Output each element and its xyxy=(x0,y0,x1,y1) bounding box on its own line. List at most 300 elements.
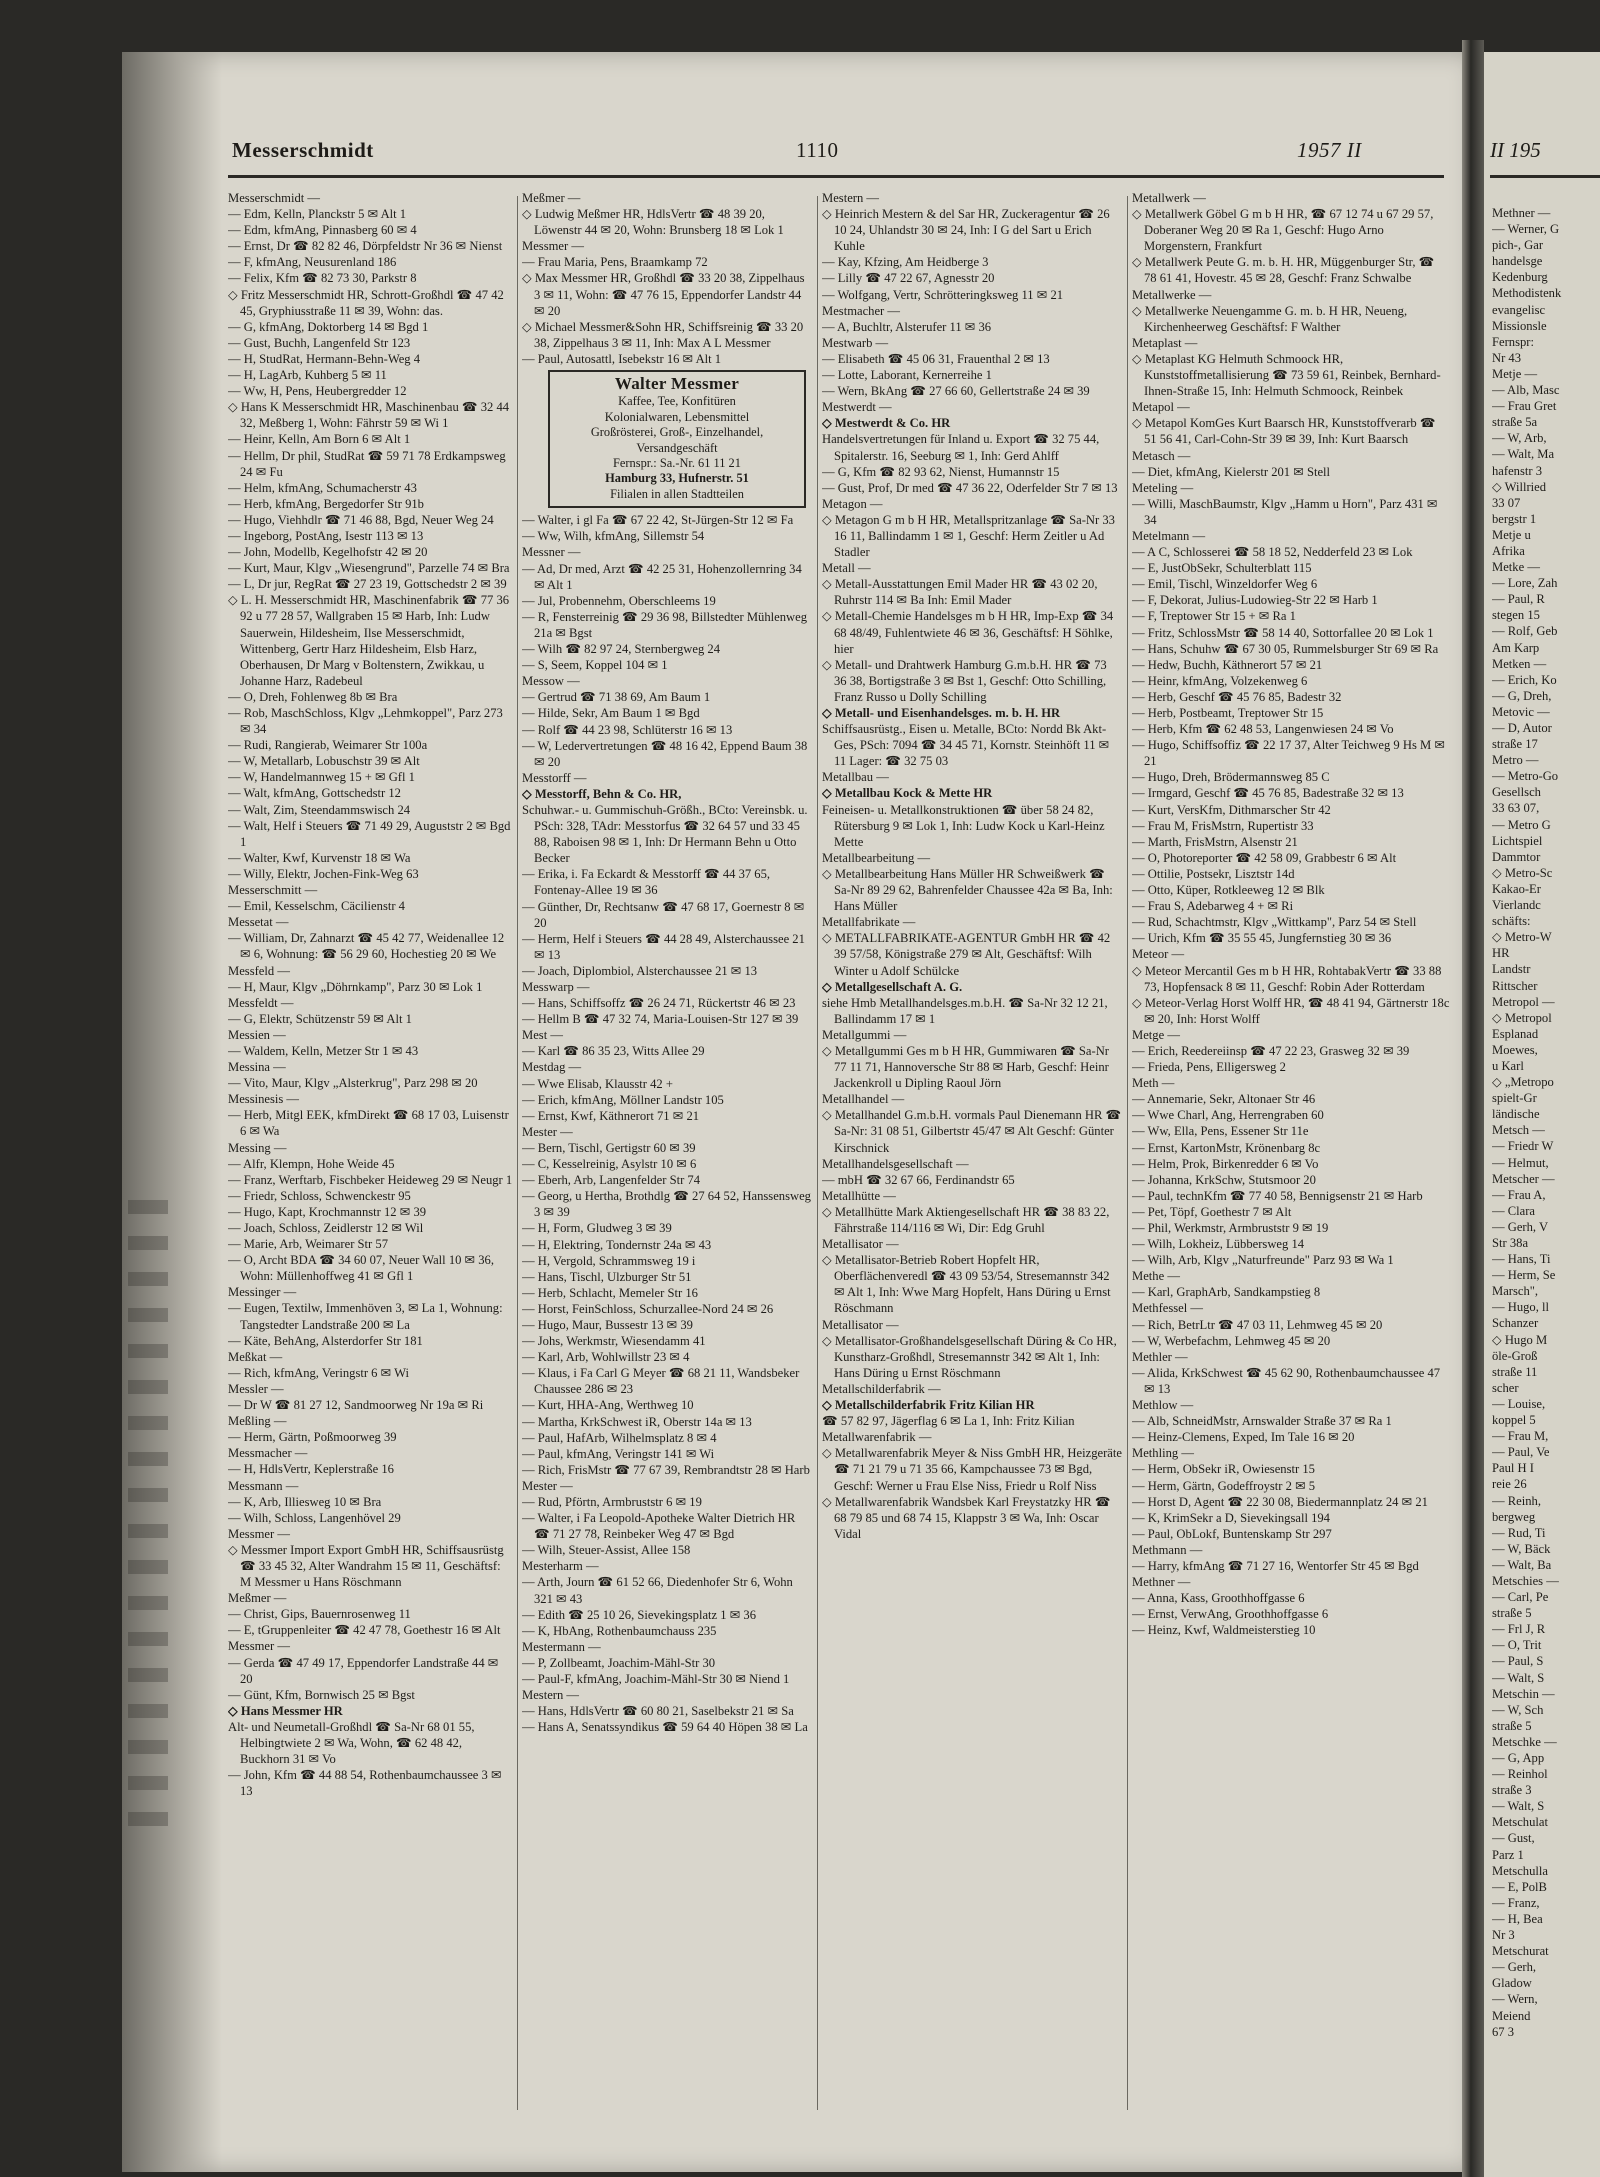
directory-entry: — Hugo, Schiffsoffiz ☎ 22 17 37, Alter Teichweg 9 Hs M ✉ 21 xyxy=(1132,738,1445,769)
directory-entry: — Georg, u Hertha, Brothdlg ☎ 27 64 52, Hanssensweg 3 ✉ 39 xyxy=(522,1189,811,1220)
directory-entry-fragment: — Louise, xyxy=(1492,1396,1546,1411)
directory-entry: — Waldem, Kelln, Metzer Str 1 ✉ 43 xyxy=(228,1043,419,1058)
directory-entry: — Hellm B ☎ 47 32 74, Maria-Louisen-Str 127 ✉ 39 xyxy=(522,1012,799,1027)
directory-entry-fragment: — Hugo, ll xyxy=(1492,1300,1550,1315)
directory-entry: — Karl, GraphArb, Sandkampstieg 8 xyxy=(1132,1285,1321,1300)
directory-entry: — Rud, Schachtmstr, Klgv „Wittkamp", Parz 54 ✉ Stell xyxy=(1132,915,1417,930)
directory-entry-fragment: Meiend xyxy=(1492,2008,1531,2023)
directory-entry: — Heinr, Kelln, Am Born 6 ✉ Alt 1 xyxy=(228,432,411,447)
ad-line: Kaffee, Tee, Konfitüren xyxy=(618,394,736,409)
directory-entry: ◇ Max Messmer HR, Großhdl ☎ 33 20 38, Zippelhaus 3 ✉ 11, Wohn: ☎ 47 76 15, Eppendorfer Landstr 44 ✉ 20 xyxy=(522,271,805,318)
directory-entry-fragment: — Gerh, xyxy=(1492,1960,1537,1975)
surname-heading: Messtorff — xyxy=(522,770,587,785)
directory-entry: — E, JustObSekr, Schulterblatt 115 xyxy=(1132,561,1312,576)
directory-entry-fragment: straße 5 xyxy=(1492,1606,1532,1621)
surname-heading: Metge — xyxy=(1132,1027,1180,1042)
directory-entry-fragment: — Reinh, xyxy=(1492,1493,1541,1508)
book-gutter xyxy=(1462,40,1484,2177)
directory-entry: — Karl, Arb, Wohlwillstr 23 ✉ 4 xyxy=(522,1350,690,1365)
directory-entry: — Herb, Geschf ☎ 45 76 85, Badestr 32 xyxy=(1132,689,1342,704)
directory-entry: — Erich, Reedereiinsp ☎ 47 22 23, Grasweg 32 ✉ 39 xyxy=(1132,1043,1410,1058)
directory-entry-fragment: u Karl xyxy=(1492,1058,1524,1073)
directory-entry-fragment: — Frau Gret xyxy=(1492,399,1557,414)
directory-entry-fragment: schäfts: xyxy=(1492,914,1531,929)
directory-entry: — Hedw, Buchh, Käthnerort 57 ✉ 21 xyxy=(1132,657,1323,672)
directory-entry: — Annemarie, Sekr, Altonaer Str 46 xyxy=(1132,1092,1316,1107)
directory-entry: — Joach, Diplombiol, Alsterchaussee 21 ✉ 13 xyxy=(522,963,758,978)
surname-heading: Metallschilderfabrik — xyxy=(822,1381,941,1396)
directory-entry: — Paul, technKfm ☎ 77 40 58, Bennigsenstr 21 ✉ Harb xyxy=(1132,1188,1423,1203)
directory-entry: ◇ Metallwerke Neuengamme G. m. b. H HR, Neueng, Kirchenheerweg Geschäftsf: F Walther xyxy=(1132,303,1408,334)
directory-entry: — Harry, kfmAng ☎ 71 27 16, Wentorfer Str 45 ✉ Bgd xyxy=(1132,1558,1419,1573)
right-page-header: II 195 xyxy=(1490,138,1541,162)
directory-entry: — R, Fensterreinig ☎ 29 36 98, Billstedter Mühlenweg 21a ✉ Bgst xyxy=(522,609,808,640)
directory-entry: — Heinz-Clemens, Exped, Im Tale 16 ✉ 20 xyxy=(1132,1430,1355,1445)
directory-entry: — P, Zollbeamt, Joachim-Mähl-Str 30 xyxy=(522,1655,716,1670)
surname-heading: Mesterharm — xyxy=(522,1559,599,1574)
directory-entry: ◇ Messmer Import Export GmbH HR, Schiffsausrüstg ☎ 33 45 32, Alter Wandrahm 15 ✉ 11, Geschäftsf: M Messmer u Hans Röschmann xyxy=(228,1542,504,1590)
surname-heading: Metelmann — xyxy=(1132,528,1206,543)
directory-entry: ◇ Metallwerk Göbel G m b H HR, ☎ 67 12 74 u 67 29 57, Doberaner Weg 20 ✉ Ra 1, Geschf: Hugo Arno Morgenstern, Frankfurt xyxy=(1132,207,1434,254)
directory-entry: — Paul, Autosattl, Isebekstr 16 ✉ Alt 1 xyxy=(522,351,722,366)
directory-entry: — Paul, kfmAng, Veringstr 141 ✉ Wi xyxy=(522,1446,715,1461)
ad-title: Walter Messmer xyxy=(614,374,740,394)
directory-entry: ◇ Metall- und Eisenhandelsges. m. b. H. HR xyxy=(822,706,1061,720)
surname-heading: Metasch — xyxy=(1132,448,1191,463)
directory-entry: — W, Handelmannweg 15 + ✉ Gfl 1 xyxy=(228,770,415,785)
directory-entry-fragment: — Friedr W xyxy=(1492,1139,1554,1154)
directory-entry-fragment: hafenstr 3 xyxy=(1492,463,1543,478)
directory-entry: — Hellm, Dr phil, StudRat ☎ 59 71 78 Erdkampsweg 24 ✉ Fu xyxy=(228,448,506,479)
directory-entry: — Hugo, Kapt, Krochmannstr 12 ✉ 39 xyxy=(228,1204,427,1219)
directory-entry: — Jul, Probennehm, Oberschleems 19 xyxy=(522,593,716,608)
directory-entry-fragment: — Paul, Ve xyxy=(1492,1445,1550,1460)
directory-entry: — Paul, ObLokf, Buntenskamp Str 297 xyxy=(1132,1526,1332,1541)
directory-entry: — H, HdlsVertr, Keplerstraße 16 xyxy=(228,1462,394,1477)
directory-entry: — F, Dekorat, Julius-Ludowieg-Str 22 ✉ Harb 1 xyxy=(1132,593,1378,608)
surname-heading: Metall — xyxy=(822,561,871,576)
column-divider xyxy=(1127,196,1128,2110)
surname-heading: Meteor — xyxy=(1132,947,1185,962)
surname-heading: Metallhütte — xyxy=(822,1188,896,1203)
directory-entry-fragment: straße 3 xyxy=(1492,1783,1532,1798)
directory-entry: ◇ Metallbearbeitung Hans Müller HR Schweißwerk ☎ Sa-Nr 89 29 62, Bahrenfelder Chaussee 42a ✉ Ba, Inh: Hans Müller xyxy=(822,866,1113,914)
ad-line: Filialen in allen Stadtteilen xyxy=(610,486,744,501)
surname-heading: Metallwarenfabrik — xyxy=(822,1430,932,1445)
surname-heading: Mestwerdt — xyxy=(822,400,892,415)
directory-entry: ◇ Michael Messmer&Sohn HR, Schiffsreinig ☎ 33 20 38, Zippelhaus 3 ✉ 11, Inh: Max A L Messmer xyxy=(522,319,804,350)
directory-entry-fragment: — E, PolB xyxy=(1492,1879,1547,1894)
directory-entry-fragment: bergweg xyxy=(1492,1509,1536,1524)
page-number: 1110 xyxy=(796,138,839,162)
surname-heading: Messien — xyxy=(228,1027,286,1042)
directory-entry: — Hugo, Viehhdlr ☎ 71 46 88, Bgd, Neuer Weg 24 xyxy=(228,512,494,527)
running-head: Messerschmidt xyxy=(232,138,374,162)
surname-heading: Messmann — xyxy=(228,1478,299,1493)
directory-entry: — Frau Maria, Pens, Braamkamp 72 xyxy=(522,255,708,270)
directory-entry: — Herm, Gärtn, Godeffroystr 2 ✉ 5 xyxy=(1132,1478,1316,1493)
surname-heading: Messfeldt — xyxy=(228,995,294,1010)
directory-entry-fragment: — W, Arb, xyxy=(1492,431,1547,446)
directory-entry-fragment: stegen 15 xyxy=(1492,608,1540,623)
directory-entry: — Walter, Kwf, Kurvenstr 18 ✉ Wa xyxy=(228,850,411,865)
directory-entry-fragment: straße 11 xyxy=(1492,1364,1538,1379)
directory-entry-fragment: — Werner, G xyxy=(1492,222,1560,237)
directory-entry: — Ww, Ella, Pens, Essener Str 11e xyxy=(1132,1124,1309,1139)
directory-entry: — H, LagArb, Kuhberg 5 ✉ 11 xyxy=(228,368,387,383)
surname-heading: Mestern — xyxy=(822,191,880,205)
surname-heading: Messow — xyxy=(522,674,580,689)
directory-entry-fragment: straße 17 xyxy=(1492,737,1538,752)
directory-entry: — Dr W ☎ 81 27 12, Sandmoorweg Nr 19a ✉ Ri xyxy=(228,1398,484,1413)
directory-entry-fragment: 67 3 xyxy=(1492,2024,1515,2039)
directory-entry: — Wwe Elisab, Klausstr 42 + xyxy=(522,1076,673,1091)
directory-entry: — Herm, Gärtn, Poßmoorweg 39 xyxy=(228,1430,397,1445)
directory-entry: — Ernst, KartonMstr, Krönenbarg 8c xyxy=(1132,1140,1321,1155)
directory-entry: — A C, Schlosserei ☎ 58 18 52, Nedderfeld 23 ✉ Lok xyxy=(1132,545,1413,560)
directory-entry: — John, Kfm ☎ 44 88 54, Rothenbaumchaussee 3 ✉ 13 xyxy=(228,1768,502,1799)
directory-entry-fragment: Metje u xyxy=(1492,527,1531,542)
directory-entry: — H, StudRat, Hermann-Behn-Weg 4 xyxy=(228,351,421,366)
directory-entry-fragment: Afrika xyxy=(1492,543,1525,558)
surname-heading: Methlow — xyxy=(1132,1398,1194,1413)
directory-entry-fragment: — Frl J, R xyxy=(1492,1622,1546,1637)
directory-entry-fragment: Nr 43 xyxy=(1492,350,1522,365)
directory-entry: — H, Elektring, Tondernstr 24a ✉ 43 xyxy=(522,1237,712,1252)
directory-entry: — Rud, Pförtn, Armbruststr 6 ✉ 19 xyxy=(522,1495,702,1509)
directory-entry: — Klaus, i Fa Carl G Meyer ☎ 68 21 11, Wandsbeker Chaussee 286 ✉ 23 xyxy=(522,1366,800,1397)
directory-entry: ◇ Metallwerk Peute G. m. b. H. HR, Müggenburger Str, ☎ 78 61 41, Hovestr. 45 ✉ 28, Geschf: Franz Schwalbe xyxy=(1132,255,1435,286)
directory-entry-fragment: — Gust, xyxy=(1492,1831,1535,1846)
directory-entry: — Martha, KrkSchwest iR, Oberstr 14a ✉ 13 xyxy=(522,1414,752,1429)
surname-heading: Metallisator — xyxy=(822,1317,899,1332)
directory-entry: — Wilh, Lokheiz, Lübbersweg 14 xyxy=(1132,1237,1305,1252)
directory-entry: ◇ Ludwig Meßmer HR, HdlsVertr ☎ 48 39 20, Löwenstr 44 ✉ 20, Wohn: Brunsberg 18 ✉ Lok 1 xyxy=(522,207,784,238)
directory-entry-fragment: Metovic — xyxy=(1492,704,1550,719)
directory-entry: — Emil, Kesselschm, Cäcilienstr 4 xyxy=(228,899,405,914)
directory-entry: — Wilh, Steuer-Assist, Allee 158 xyxy=(522,1543,691,1558)
directory-entry-fragment: — Reinhol xyxy=(1492,1767,1548,1782)
surname-heading: Metallwerke — xyxy=(1132,287,1212,302)
directory-entry-fragment: Metschulat xyxy=(1492,1815,1548,1830)
directory-entry: — Christ, Gips, Bauernrosenweg 11 xyxy=(228,1607,411,1622)
directory-entry: ◇ Metallisator-Betrieb Robert Hopfelt HR, Oberflächenveredl ☎ 43 09 53/54, Stresemannstr 342 ✉ Alt 1, Inh: Wwe Marg Hopfelt, Hans Düring u Ernst Röschmann xyxy=(822,1253,1111,1316)
directory-entry-fragment: Metsch — xyxy=(1492,1123,1545,1138)
directory-entry: — Erika, i. Fa Eckardt & Messtorff ☎ 44 37 65, Fontenay-Allee 19 ✉ 36 xyxy=(522,867,771,898)
directory-entry: — W, Ledervertretungen ☎ 48 16 42, Eppend Baum 38 ✉ 20 xyxy=(522,738,808,769)
directory-entry: — O, Dreh, Fohlenweg 8b ✉ Bra xyxy=(228,689,398,704)
directory-entry: ◇ Metall- und Drahtwerk Hamburg G.m.b.H. HR ☎ 73 36 38, Bortigstraße 3 ✉ Bst 1, Geschf: Otto Schilling, Franz Russo u Dolly Schilling xyxy=(822,657,1107,704)
surname-heading: Messing — xyxy=(228,1140,287,1155)
ad-address: Hamburg 33, Hufnerstr. 51 xyxy=(605,471,749,486)
directory-entry: — Arth, Journ ☎ 61 52 66, Diedenhofer Str 6, Wohn 321 ✉ 43 xyxy=(522,1575,793,1606)
directory-entry: — H, Form, Gludweg 3 ✉ 39 xyxy=(522,1221,672,1236)
directory-entry-fragment: ◇ Metro-W xyxy=(1492,930,1552,945)
directory-entry: — Hans, Tischl, Ulzburger Str 51 xyxy=(522,1269,692,1284)
surname-heading: Meßmer — xyxy=(228,1591,287,1606)
directory-entry: — Rob, MaschSchloss, Klgv „Lehmkoppel", Parz 273 ✉ 34 xyxy=(228,706,503,737)
directory-entry: — S, Seem, Koppel 104 ✉ 1 xyxy=(522,658,668,673)
directory-entry: — H, Maur, Klgv „Döhrnkamp", Parz 30 ✉ Lok 1 xyxy=(228,979,483,994)
binding-shadow xyxy=(128,1200,168,1840)
directory-entry-fragment: ◇ „Metropo xyxy=(1492,1075,1554,1090)
directory-column-3 xyxy=(822,190,1122,2120)
directory-entry: ◇ Messtorff, Behn & Co. HR, xyxy=(522,786,682,801)
directory-entry: — Alb, SchneidMstr, Arnswalder Straße 37 ✉ Ra 1 xyxy=(1132,1414,1392,1429)
directory-entry-fragment: — Lore, Zah xyxy=(1492,576,1558,591)
column-divider xyxy=(817,196,818,2110)
directory-entry: ◇ Metapol KomGes Kurt Baarsch HR, Kunststoffverarb ☎ 51 56 41, Carl-Cohn-Str 39 ✉ 39, Inh: Kurt Baarsch xyxy=(1132,416,1436,447)
surname-heading: Messfeld — xyxy=(228,963,290,978)
directory-entry-fragment: Metke — xyxy=(1492,560,1540,575)
directory-entry: — Urich, Kfm ☎ 35 55 45, Jungfernstieg 30 ✉ 36 xyxy=(1132,931,1392,946)
directory-entry: — O, Photoreporter ☎ 42 58 09, Grabbestr 6 ✉ Alt xyxy=(1132,850,1397,865)
directory-entry-fragment: — Hans, Ti xyxy=(1492,1252,1551,1267)
directory-entry-fragment: — O, Trit xyxy=(1492,1638,1542,1653)
directory-entry: — Walter, i Fa Leopold-Apotheke Walter Dietrich HR ☎ 71 27 78, Reinbeker Weg 47 ✉ Bgd xyxy=(522,1511,796,1542)
directory-entry-fragment: Paul H I xyxy=(1492,1461,1534,1476)
right-page-column xyxy=(1492,205,1600,2085)
directory-entry-fragment: — G, Dreh, xyxy=(1492,688,1552,703)
directory-entry-fragment: — Frau M, xyxy=(1492,1429,1549,1444)
directory-entry-fragment: reie 26 xyxy=(1492,1477,1527,1492)
directory-entry: — F, Treptower Str 15 + ✉ Ra 1 xyxy=(1132,609,1296,624)
directory-entry: ◇ Hans K Messerschmidt HR, Maschinenbau ☎ 32 44 32, Meßberg 1, Wohn: Fährstr 59 ✉ Wi 1 xyxy=(228,400,510,431)
directory-entry-fragment: Metropol — xyxy=(1492,994,1555,1009)
directory-entry-fragment: Metschurat xyxy=(1492,1944,1549,1959)
directory-entry-fragment: handelsge xyxy=(1492,254,1543,269)
directory-entry: — Franz, Werftarb, Fischbeker Heideweg 29 ✉ Neugr 1 xyxy=(228,1172,513,1187)
directory-entry-fragment: — Paul, S xyxy=(1492,1654,1544,1669)
surname-heading: Metallhandelsgesellschaft — xyxy=(822,1156,969,1171)
directory-entry-fragment: Metken — xyxy=(1492,656,1547,671)
directory-entry: — Hans, Schuhw ☎ 67 30 05, Rummelsburger Str 69 ✉ Ra xyxy=(1132,641,1439,656)
directory-entry: — Hans, HdlsVertr ☎ 60 80 21, Saselbekstr 21 ✉ Sa xyxy=(522,1704,794,1719)
directory-entry-fragment: Metje — xyxy=(1492,366,1538,381)
directory-entry: — Emil, Tischl, Winzeldorfer Weg 6 xyxy=(1132,577,1318,592)
directory-entry: — Gust, Buchh, Langenfeld Str 123 xyxy=(228,335,411,350)
directory-entry: siehe Hmb Metallhandelsges.m.b.H. ☎ Sa-Nr 32 12 21, Ballindamm 17 ✉ 1 xyxy=(822,995,1108,1026)
directory-entry: — G, kfmAng, Doktorberg 14 ✉ Bgd 1 xyxy=(228,319,429,334)
directory-entry-fragment: Missionsle xyxy=(1492,318,1547,333)
directory-entry-fragment: — Paul, R xyxy=(1492,592,1545,607)
directory-entry: — Ernst, Kwf, Käthnerort 71 ✉ 21 xyxy=(522,1108,700,1123)
directory-entry: ◇ Metallwarenfabrik Meyer & Niss GmbH HR, Heizgeräte ☎ 71 21 79 u 71 35 66, Kampchaussee 73 ✉ Bgd, Geschf: Werner u Frau Else Niss, Friedr u Rolf Niss xyxy=(822,1446,1122,1493)
directory-entry: — Herm, ObSekr iR, Owiesenstr 15 xyxy=(1132,1462,1315,1477)
directory-entry: — G, Kfm ☎ 82 93 62, Nienst, Humannstr 15 xyxy=(822,464,1060,479)
directory-entry: — Rich, FrisMstr ☎ 77 67 39, Rembrandtstr 28 ✉ Harb xyxy=(522,1462,810,1477)
directory-entry: — Edith ☎ 25 10 26, Sievekingsplatz 1 ✉ 36 xyxy=(522,1607,757,1622)
directory-entry-fragment: Kedenburg xyxy=(1492,270,1548,285)
book-binding xyxy=(122,52,222,2172)
directory-entry: — Ernst, VerwAng, Groothhoffgasse 6 xyxy=(1132,1607,1329,1622)
directory-entry: — C, Kesselreinig, Asylstr 10 ✉ 6 xyxy=(522,1157,697,1172)
directory-entry: ◇ Metallschilderfabrik Fritz Kilian HR xyxy=(822,1398,1035,1413)
directory-entry: — Ad, Dr med, Arzt ☎ 42 25 31, Hohenzollernring 34 ✉ Alt 1 xyxy=(522,561,802,592)
directory-entry: — Herb, Postbeamt, Treptower Str 15 xyxy=(1132,706,1324,720)
directory-entry: — Alfr, Klempn, Hohe Weide 45 xyxy=(228,1156,395,1171)
directory-entry: — Wilh, Arb, Klgv „Naturfreunde" Parz 93 ✉ Wa 1 xyxy=(1132,1253,1394,1268)
directory-entry: — Kay, Kfzing, Am Heidberge 3 xyxy=(822,255,989,270)
directory-entry: — Hilde, Sekr, Am Baum 1 ✉ Bgd xyxy=(522,706,700,721)
surname-heading: Messler — xyxy=(228,1381,284,1396)
directory-entry: — K, HbAng, Rothenbaumchauss 235 xyxy=(522,1623,717,1638)
directory-entry-fragment: Fernspr: xyxy=(1492,334,1534,349)
surname-heading: Methe — xyxy=(1132,1269,1180,1284)
directory-entry: — Heinz, Kwf, Waldmeisterstieg 10 xyxy=(1132,1623,1316,1638)
directory-entry: — Helm, kfmAng, Schumacherstr 43 xyxy=(228,480,417,495)
directory-entry: — Anna, Kass, Groothhoffgasse 6 xyxy=(1132,1591,1305,1606)
directory-entry-fragment: scher xyxy=(1492,1380,1519,1395)
directory-entry: — F, kfmAng, Neusurenland 186 xyxy=(228,255,397,270)
surname-heading: Mestwarb — xyxy=(822,335,889,350)
directory-entry-fragment: — Walt, S xyxy=(1492,1799,1545,1814)
surname-heading: Messmer — xyxy=(228,1526,290,1541)
directory-column-2 xyxy=(522,190,812,2120)
surname-heading: Metallbearbeitung — xyxy=(822,850,931,865)
surname-heading: Meßling — xyxy=(228,1414,287,1429)
directory-entry: — Bern, Tischl, Gertigstr 60 ✉ 39 xyxy=(522,1140,696,1155)
directory-entry: ◇ Metallwarenfabrik Wandsbek Karl Freystatzky HR ☎ 68 79 85 und 68 74 15, Klappstr 3 ✉ Wa, Inh: Oscar Vidal xyxy=(822,1494,1111,1541)
directory-entry-fragment: spielt-Gr xyxy=(1492,1091,1537,1106)
directory-entry: — Johanna, KrkSchw, Stutsmoor 20 xyxy=(1132,1172,1316,1187)
directory-entry: — Wilh ☎ 82 97 24, Sternbergweg 24 xyxy=(522,642,721,657)
surname-heading: Mestern — xyxy=(522,1688,580,1703)
directory-entry: — Phil, Werkmstr, Armbruststr 9 ✉ 19 xyxy=(1132,1221,1329,1235)
directory-entry: — W, Werbefachm, Lehmweg 45 ✉ 20 xyxy=(1132,1333,1331,1348)
directory-entry-fragment: ◇ Hugo M xyxy=(1492,1332,1548,1347)
directory-entry: — A, Buchltr, Alsterufer 11 ✉ 36 xyxy=(822,319,992,334)
surname-heading: Metapol — xyxy=(1132,400,1190,415)
column-divider xyxy=(517,196,518,2110)
directory-entry-fragment: Kakao-Er xyxy=(1492,881,1541,896)
surname-heading: Metallwerk — xyxy=(1132,191,1206,205)
surname-heading: Methner — xyxy=(1132,1575,1191,1590)
directory-entry: — Wern, BkAng ☎ 27 66 60, Gellertstraße 24 ✉ 39 xyxy=(822,384,1090,399)
directory-entry: — Vito, Maur, Klgv „Alsterkrug", Parz 298 ✉ 20 xyxy=(228,1076,478,1091)
directory-entry: — Horst D, Agent ☎ 22 30 08, Biedermannplatz 24 ✉ 21 xyxy=(1132,1494,1428,1509)
surname-heading: Messmer — xyxy=(522,239,584,254)
directory-entry: — Kurt, VersKfm, Dithmarscher Str 42 xyxy=(1132,802,1331,817)
directory-entry: — Walter, i gl Fa ☎ 67 22 42, St-Jürgen-Str 12 ✉ Fa xyxy=(522,513,794,528)
directory-entry: — E, tGruppenleiter ☎ 42 47 78, Goethestr 16 ✉ Alt xyxy=(228,1623,501,1638)
surname-heading: Messerschmitt — xyxy=(228,883,318,898)
directory-entry-fragment: Methodistenk xyxy=(1492,286,1562,301)
directory-entry: — Hans, Schiffsoffz ☎ 26 24 71, Rückertstr 46 ✉ 23 xyxy=(522,996,796,1011)
directory-entry: — Irmgard, Geschf ☎ 45 76 85, Badestraße 32 ✉ 13 xyxy=(1132,786,1404,801)
directory-entry: — Helm, Prok, Birkenredder 6 ✉ Vo xyxy=(1132,1156,1319,1171)
directory-entry: — Kurt, Maur, Klgv „Wiesengrund", Parzelle 74 ✉ Bra xyxy=(228,561,510,576)
directory-entry-fragment: Metschulla xyxy=(1492,1863,1548,1878)
directory-entry: — K, Arb, Illiesweg 10 ✉ Bra xyxy=(228,1494,382,1509)
directory-entry: — Alida, KrkSchwest ☎ 45 62 90, Rothenbaumchaussee 47 ✉ 13 xyxy=(1132,1365,1441,1396)
directory-entry: — Frau S, Adebarweg 4 + ✉ Ri xyxy=(1132,899,1294,914)
directory-entry: — Erich, kfmAng, Möllner Landstr 105 xyxy=(522,1092,724,1107)
surname-heading: Methling — xyxy=(1132,1446,1194,1461)
directory-entry-fragment: Marsch", xyxy=(1492,1284,1539,1299)
directory-column-4 xyxy=(1132,190,1450,2120)
surname-heading: Methler — xyxy=(1132,1349,1188,1364)
directory-entry: — W, Metallarb, Lobuschstr 39 ✉ Alt xyxy=(228,754,420,769)
directory-entry: — Kurt, HHA-Ang, Werthweg 10 xyxy=(522,1398,694,1413)
surname-heading: Metallfabrikate — xyxy=(822,915,916,930)
directory-entry: — John, Modellb, Kegelhofstr 42 ✉ 20 xyxy=(228,545,428,560)
directory-entry: — Edm, kfmAng, Pinnasberg 60 ✉ 4 xyxy=(228,223,417,238)
header-rule xyxy=(228,175,1444,178)
directory-entry-fragment: Metscher — xyxy=(1492,1171,1555,1186)
directory-entry-fragment: — Walt, Ba xyxy=(1492,1557,1552,1572)
directory-entry: — Horst, FeinSchloss, Schurzalleе-Nord 24 ✉ 26 xyxy=(522,1301,774,1316)
directory-entry-fragment: 33 63 07, xyxy=(1492,801,1540,816)
surname-heading: Metallisator — xyxy=(822,1237,899,1252)
surname-heading: Meßkat — xyxy=(228,1349,283,1364)
ad-line: Fernspr.: Sa.-Nr. 61 11 21 xyxy=(613,456,741,471)
directory-entry: — Marie, Arb, Weimarer Str 57 xyxy=(228,1237,388,1252)
directory-entry-fragment: Landstr xyxy=(1492,962,1531,977)
directory-entry: — Walt, Helf i Steuers ☎ 71 49 29, Auguststr 2 ✉ Bgd 1 xyxy=(228,818,511,849)
ad-line: Kolonialwaren, Lebensmittel xyxy=(604,409,750,424)
directory-entry-fragment: Parz 1 xyxy=(1492,1847,1524,1862)
directory-entry: — Frieda, Pens, Elligersweg 2 xyxy=(1132,1060,1286,1075)
directory-entry: — Rolf ☎ 44 23 98, Schlüterstr 16 ✉ 13 xyxy=(522,722,733,737)
surname-heading: Messwarp — xyxy=(522,980,590,994)
directory-entry: — Eberh, Arb, Langenfelder Str 74 xyxy=(522,1173,701,1188)
directory-entry: — Friedr, Schloss, Schwenckestr 95 xyxy=(228,1188,411,1203)
directory-entry: ◇ L. H. Messerschmidt HR, Maschinenfabrik ☎ 77 36 92 u 77 28 57, Wallgraben 15 ✉ Harb, Inh: Ludw Sauerwein, Hildesheim, Ilse Messerschmidt, Wittenberg, Gertr Harz Hildesheim, Elsb Harz, Oberhausen, Dr Marg v Boltenstern, Zwikkau, u Johanne Harz, Radebeul xyxy=(228,593,510,688)
directory-entry: — Lilly ☎ 47 22 67, Agnesstr 20 xyxy=(822,271,995,286)
directory-entry-fragment: — Alb, Masc xyxy=(1492,383,1560,398)
directory-entry: Schuhwar.- u. Gummischuh-Größh., BCto: Vereinsbk. u. PSch: 328, TAdr: Messtorfus ☎ 32 64 57 und 33 45 88, Raboisen 98 ✉ 1, Inh: Dr Hermann Behn u Otto Becker xyxy=(522,802,808,866)
surname-heading: Messmer — xyxy=(228,1639,290,1654)
directory-entry: — Hugo, Maur, Bussestr 13 ✉ 39 xyxy=(522,1317,693,1332)
surname-heading: Mester — xyxy=(522,1478,573,1493)
directory-entry: ◇ Meteor-Verlag Horst Wolff HR, ☎ 48 41 94, Gärtnerstr 18c ✉ 20, Inh: Horst Wolff xyxy=(1132,995,1450,1026)
directory-entry-fragment: — Clara xyxy=(1492,1203,1536,1218)
directory-entry-fragment: Schanzer xyxy=(1492,1316,1539,1331)
directory-entry: — Günther, Dr, Rechtsanw ☎ 47 68 17, Goernestr 8 ✉ 20 xyxy=(522,899,805,930)
directory-entry: — Wwe Charl, Ang, Herrengraben 60 xyxy=(1132,1108,1324,1123)
directory-entry-fragment: — Metro G xyxy=(1492,817,1551,832)
directory-entry: ◇ Heinrich Mestern & del Sar HR, Zuckeragentur ☎ 26 10 24, Uhlandstr 30 ✉ 24, Inh: I G del Sart u Erich Kuhle xyxy=(822,207,1110,254)
surname-heading: Messerschmidt — xyxy=(228,191,320,205)
directory-entry: — Otto, Küper, Rotkleeweg 12 ✉ Blk xyxy=(1132,883,1325,898)
directory-entry-fragment: evangelisc xyxy=(1492,302,1546,317)
directory-entry: — Paul-F, kfmAng, Joachim-Mähl-Str 30 ✉ Niend 1 xyxy=(522,1672,790,1687)
directory-entry: — Ernst, Dr ☎ 82 82 46, Dörpfeldstr Nr 36 ✉ Nienst xyxy=(228,239,503,254)
directory-entry: — Rich, kfmAng, Veringstr 6 ✉ Wi xyxy=(228,1365,409,1380)
directory-entry-fragment: — D, Autor xyxy=(1492,721,1552,735)
directory-entry-fragment: Methner — xyxy=(1492,206,1551,220)
directory-entry: — Johs, Werkmstr, Wiesendamm 41 xyxy=(522,1334,706,1349)
surname-heading: Messetat — xyxy=(228,915,289,930)
directory-entry-fragment: — W, Sch xyxy=(1492,1702,1544,1717)
directory-entry-fragment: öle-Groß xyxy=(1492,1348,1538,1363)
directory-entry-fragment: Metro — xyxy=(1492,753,1539,768)
directory-entry: ◇ Mestwerdt & Co. HR xyxy=(822,416,951,431)
directory-entry-fragment: straße 5 xyxy=(1492,1718,1532,1733)
directory-entry: — Käte, BehAng, Alsterdorfer Str 181 xyxy=(228,1333,423,1348)
directory-entry-fragment: ◇ Willried xyxy=(1492,479,1547,494)
directory-entry-fragment: Dammtor xyxy=(1492,849,1541,864)
directory-entry: — Frau M, FrisMstrn, Rupertistr 33 xyxy=(1132,818,1314,833)
directory-entry-fragment: — Frau A, xyxy=(1492,1187,1546,1202)
directory-entry-fragment: Str 38a xyxy=(1492,1236,1529,1250)
directory-entry: — K, KrimSekr a D, Sievekingsall 194 xyxy=(1132,1510,1330,1525)
surname-heading: Messinger — xyxy=(228,1285,297,1300)
directory-entry-fragment: — Walt, Ma xyxy=(1492,447,1555,462)
directory-entry: — Herb, Schlacht, Memeler Str 16 xyxy=(522,1285,698,1300)
surname-heading: Mest — xyxy=(522,1028,563,1043)
